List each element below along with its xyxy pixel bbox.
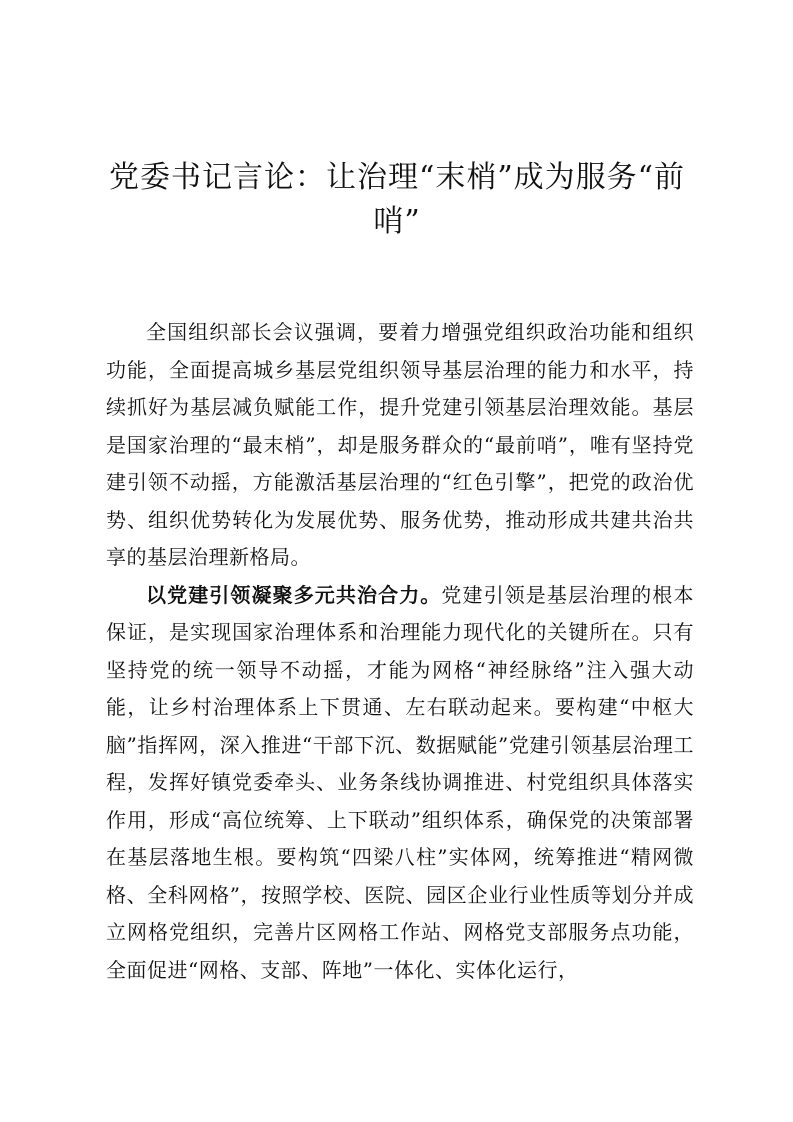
- paragraph-section-1: [106, 577, 694, 990]
- paragraph-intro: [106, 314, 694, 577]
- paragraph-text: 党建引领是基层治理的根本保证，是实现国家治理体系和治理能力现代化的关键所在。只有坚持党的统一领导不动摇，才能为网格“神经脉络”注入强大动能，让乡村治理体系上下贯通、左右联动起来。要构建“中枢大脑”指挥网，深入推进“干部下沉、数据赋能”党建引领基层治理工程，发挥好镇党委牵头、业务条线协调推进、村党组织具体落实作用，形成“高位统筹、上下联动”组织体系，确保党的决策部署在基层落地生根。要构筑“四梁八柱”实体网，统筹推进“精网微格、全科网格”，按照学校、医院、园区企业行业性质等划分并成立网格党组织，完善片区网格工作站、网格党支部服务点功能，全面促进“网格、支部、阵地”一体化、实体化运行，: [106, 582, 695, 982]
- document-title: 党委书记言论：让治理“末梢”成为服务“前哨”: [108, 160, 685, 239]
- paragraph-lead-heading: 以党建引领凝聚多元共治合力。: [146, 582, 442, 607]
- paragraph-text: 全国组织部长会议强调，要着力增强党组织政治功能和组织功能，全面提高城乡基层党组织领导基层治理的能力和水平，持续抓好为基层减负赋能工作，提升党建引领基层治理效能。基层是国家治理的“最末梢”，却是服务群众的“最前哨”，唯有坚持党建引领不动摇，方能激活基层治理的“红色引擎”，把党的政治优势、组织优势转化为发展优势、服务优势，推动形成共建共治共享的基层治理新格局。: [106, 320, 694, 569]
- document-body: [106, 314, 694, 989]
